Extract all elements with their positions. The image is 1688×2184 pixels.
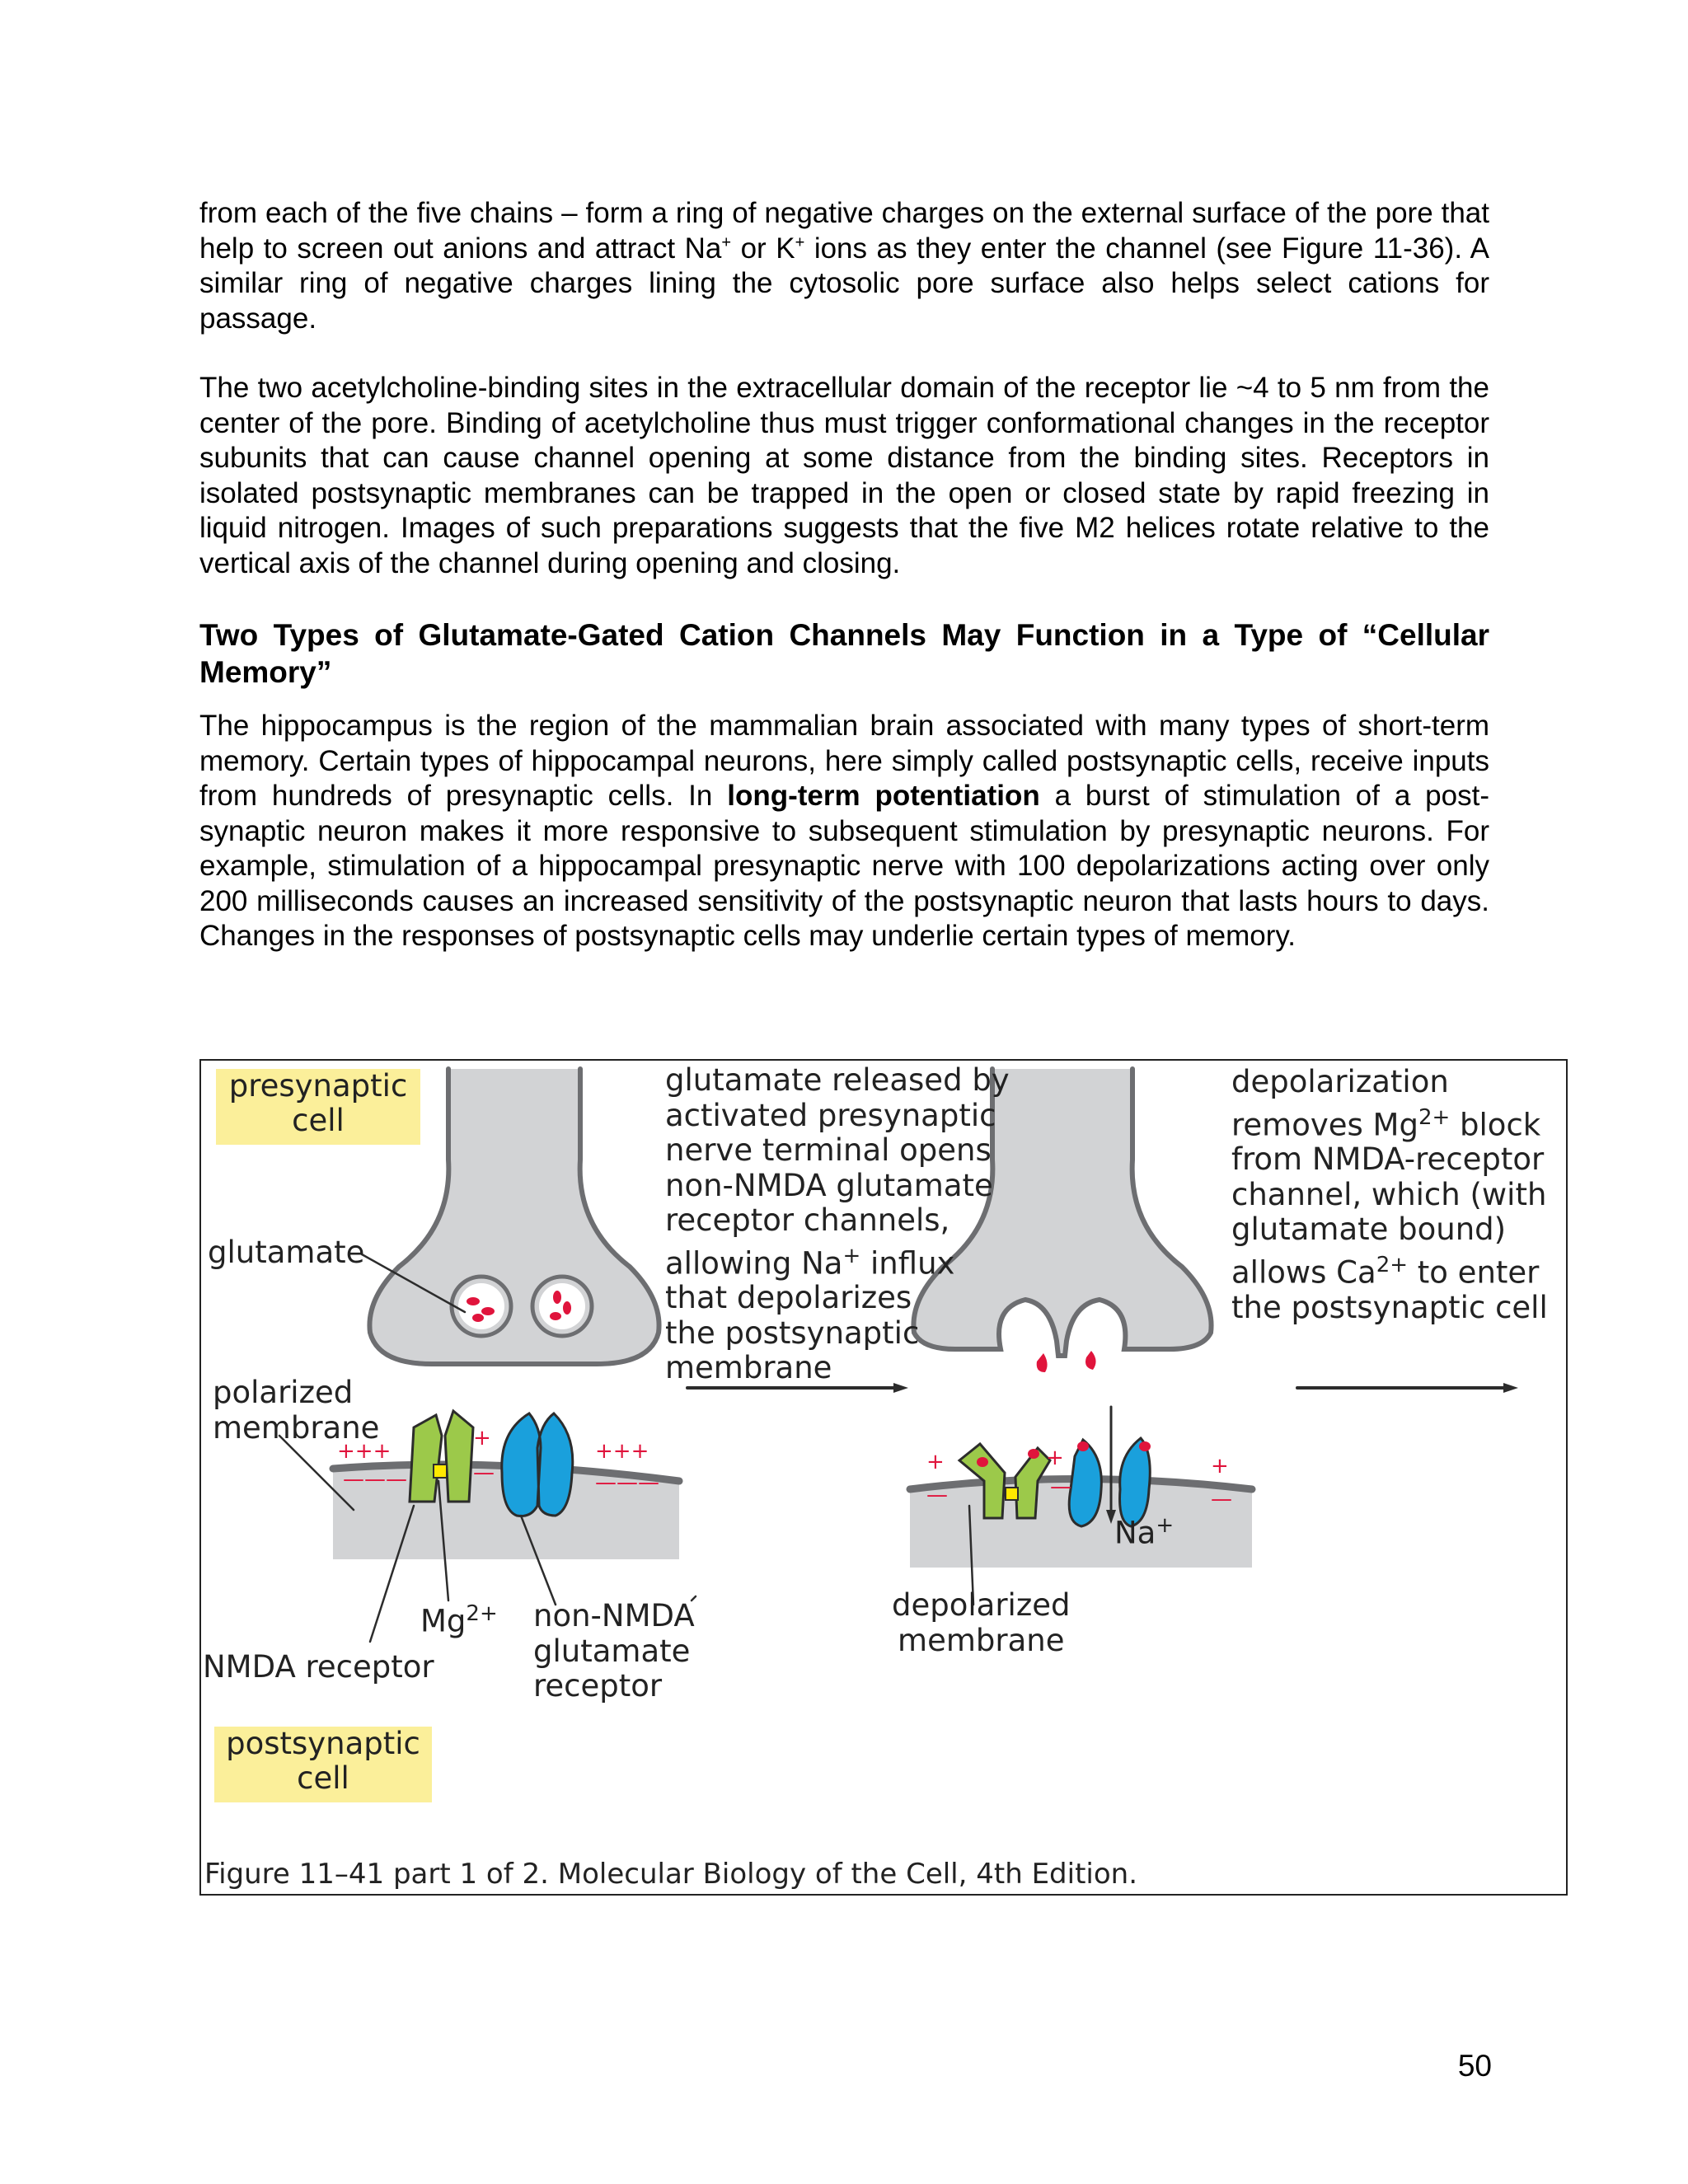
figure-caption: Figure 11–41 part 1 of 2. Molecular Biology of the Cell, 4th Edition. <box>204 1858 1138 1891</box>
svg-text:+++: +++ <box>595 1439 649 1464</box>
svg-text:+: + <box>926 1450 945 1474</box>
mg-label: $Mg^{2+}$ <box>420 1601 498 1639</box>
svg-text:—: — <box>473 1460 495 1485</box>
presynaptic-cell-label: presynaptic cell <box>216 1069 420 1145</box>
paragraph-2: The two acetylcholine-binding sites in the extracellular domain of the receptor lie ~4 to 5 nm from the center of the pore. Binding of acetylcholine thus must trigger conformational changes in the receptor subunits that can cause channel opening at some distance from the binding sites. Receptors in isolated postsynaptic membranes can be trapped in the open or closed state by rapid freezing in liquid nitrogen. Images of such preparations suggests that the five M2 helices rotate relative to the vertical axis of the channel during opening and closing. <box>199 372 1489 579</box>
non-nmda-receptor-label: non-NMDA glutamate receptor <box>533 1598 695 1704</box>
svg-text:—: — <box>1211 1487 1232 1511</box>
svg-text:—: — <box>926 1483 948 1507</box>
postsynaptic-cell-label: postsynaptic cell <box>214 1727 432 1802</box>
page-number: 50 <box>1457 2049 1492 2083</box>
nmda-receptor-label: NMDA receptor <box>203 1649 434 1685</box>
svg-text:+++: +++ <box>337 1439 392 1464</box>
polarized-membrane-label: polarized membrane <box>213 1375 380 1446</box>
paragraph-3: The hippocampus is the region of the mammalian brain associated with many types of short-term memory. Certain types of hippocampal neurons, here simply called postsynaptic cells, receive inputs from hundreds of presynaptic cells. In long-term potentiation a burst of stimulation of a post-synaptic neuron makes it more responsive to subsequent stimulation by presynaptic neurons. For example, stimulation of a hippocampal presynaptic nerve with 100 depolarizations acting over only 200 milliseconds causes an increased sensitivity of the postsynaptic neuron that lasts hours to days. Changes in the responses of postsynaptic cells may underlie certain types of memory. <box>199 710 1489 952</box>
non-nmda-receptor-left <box>502 1413 573 1516</box>
svg-text:+: + <box>473 1426 491 1451</box>
svg-text:———: ——— <box>595 1470 659 1495</box>
glutamate-label: glutamate <box>208 1235 365 1270</box>
mg-block-right <box>1006 1488 1018 1500</box>
depolarized-membrane-label: depolarized membrane <box>892 1587 1071 1658</box>
term-long-term-potentiation: long-term potentiation <box>727 780 1040 812</box>
figure-11-41 <box>199 1059 1568 1896</box>
step-2-description: depolarization removes $Mg^{2+}$ block from NMDA-receptor channel, which (with glutamate bound) allows $Ca^{2+}$ to enter the postsynaptic cell <box>1231 1064 1548 1325</box>
paragraph-1: from each of the five chains – form a ring of negative charges on the external surface of the pore that help to screen out anions and attract Na+ or K+ ions as they enter the channel (see Figure 11-36). A similar ring of negative charges lining the cytosolic pore surface also helps select cations for passage. <box>199 197 1490 335</box>
na-label: Na+ <box>1114 1513 1175 1551</box>
svg-text:—: — <box>1050 1474 1071 1499</box>
svg-text:+: + <box>1211 1454 1229 1479</box>
svg-text:———: ——— <box>343 1467 407 1492</box>
svg-text:+: + <box>1046 1446 1064 1470</box>
mg-block-left <box>434 1465 447 1478</box>
section-heading: Two Types of Glutamate-Gated Cation Channels May Function in a Type of “Cellular Memory” <box>199 618 1489 689</box>
step-1-description: glutamate released by activated presynaptic nerve terminal opens non-NMDA glutamate receptor channels, allowing Na+ influx that depolarizes the postsynaptic membrane <box>665 1062 1010 1386</box>
